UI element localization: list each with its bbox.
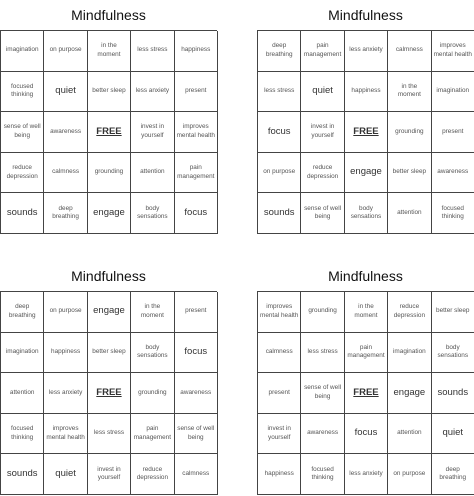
bingo-card-2 <box>257 0 474 234</box>
bingo-cell: improves mental health <box>432 31 474 72</box>
bingo-cell: reduce depression <box>131 454 174 495</box>
bingo-cell: imagination <box>388 333 431 374</box>
free-space-cell: FREE <box>345 112 388 153</box>
bingo-cell: focused thinking <box>301 454 344 495</box>
bingo-cell: calmness <box>44 153 87 194</box>
bingo-grid <box>0 30 217 234</box>
bingo-cell: present <box>175 292 218 333</box>
card-title: Mindfulness <box>71 268 146 284</box>
bingo-cell: in the moment <box>88 31 131 72</box>
bingo-cell: awareness <box>301 414 344 455</box>
bingo-cell: less stress <box>258 72 301 113</box>
bingo-cell: pain management <box>301 31 344 72</box>
card-title: Mindfulness <box>71 7 146 23</box>
bingo-cell: deep breathing <box>258 31 301 72</box>
bingo-cell: sounds <box>258 193 301 234</box>
bingo-cell: invest in yourself <box>88 454 131 495</box>
bingo-cell: quiet <box>44 454 87 495</box>
bingo-cell: body sensations <box>345 193 388 234</box>
bingo-cell: pain management <box>175 153 218 194</box>
bingo-cell: sense of well being <box>301 193 344 234</box>
bingo-cell: grounding <box>131 373 174 414</box>
bingo-cell: in the moment <box>345 292 388 333</box>
bingo-cell: awareness <box>175 373 218 414</box>
bingo-cell: quiet <box>44 72 87 113</box>
bingo-cell: imagination <box>1 333 44 374</box>
bingo-card-4 <box>257 261 474 495</box>
bingo-cell: attention <box>1 373 44 414</box>
bingo-cell: invest in yourself <box>301 112 344 153</box>
bingo-cell: attention <box>131 153 174 194</box>
bingo-cell: deep breathing <box>1 292 44 333</box>
bingo-cell: invest in yourself <box>258 414 301 455</box>
bingo-cell: body sensations <box>131 333 174 374</box>
bingo-cell: engage <box>88 193 131 234</box>
bingo-cell: engage <box>388 373 431 414</box>
bingo-cell: focused thinking <box>1 72 44 113</box>
bingo-cell: imagination <box>432 72 474 113</box>
bingo-cell: sense of well being <box>1 112 44 153</box>
bingo-cell: calmness <box>258 333 301 374</box>
bingo-cell: quiet <box>432 414 474 455</box>
bingo-cell: reduce depression <box>1 153 44 194</box>
bingo-cell: less anxiety <box>345 31 388 72</box>
bingo-cell: better sleep <box>388 153 431 194</box>
bingo-cell: improves mental health <box>44 414 87 455</box>
bingo-cell: better sleep <box>88 72 131 113</box>
bingo-cell: less stress <box>301 333 344 374</box>
bingo-cell: attention <box>388 414 431 455</box>
bingo-cell: present <box>175 72 218 113</box>
bingo-cell: happiness <box>258 454 301 495</box>
bingo-cell: engage <box>345 153 388 194</box>
bingo-cell: awareness <box>432 153 474 194</box>
bingo-cell: happiness <box>175 31 218 72</box>
bingo-cell: invest in yourself <box>131 112 174 153</box>
bingo-cell: improves mental health <box>258 292 301 333</box>
bingo-cell: happiness <box>44 333 87 374</box>
bingo-cell: reduce depression <box>388 292 431 333</box>
bingo-cell: present <box>258 373 301 414</box>
bingo-cell: focus <box>345 414 388 455</box>
bingo-cell: pain management <box>345 333 388 374</box>
bingo-cell: body sensations <box>432 333 474 374</box>
bingo-cell: on purpose <box>44 292 87 333</box>
bingo-cell: focused thinking <box>432 193 474 234</box>
bingo-grid <box>0 291 217 495</box>
bingo-cell: focused thinking <box>1 414 44 455</box>
bingo-cell: less stress <box>88 414 131 455</box>
card-title: Mindfulness <box>328 268 403 284</box>
bingo-cell: happiness <box>345 72 388 113</box>
bingo-cell: on purpose <box>258 153 301 194</box>
bingo-cell: reduce depression <box>301 153 344 194</box>
bingo-cell: calmness <box>388 31 431 72</box>
bingo-cell: focus <box>258 112 301 153</box>
bingo-cell: grounding <box>388 112 431 153</box>
free-space-cell: FREE <box>345 373 388 414</box>
bingo-card-1 <box>0 0 217 234</box>
card-title: Mindfulness <box>328 7 403 23</box>
bingo-cell: sense of well being <box>175 414 218 455</box>
bingo-cell: focus <box>175 333 218 374</box>
bingo-cell: less anxiety <box>345 454 388 495</box>
bingo-cell: pain management <box>131 414 174 455</box>
bingo-cell: better sleep <box>432 292 474 333</box>
bingo-cell: less anxiety <box>44 373 87 414</box>
bingo-cell: on purpose <box>44 31 87 72</box>
bingo-cell: less anxiety <box>131 72 174 113</box>
bingo-cell: grounding <box>301 292 344 333</box>
bingo-cell: quiet <box>301 72 344 113</box>
free-space-cell: FREE <box>88 112 131 153</box>
bingo-card-3 <box>0 261 217 495</box>
bingo-cell: sounds <box>432 373 474 414</box>
free-space-cell: FREE <box>88 373 131 414</box>
bingo-cell: attention <box>388 193 431 234</box>
bingo-cell: on purpose <box>388 454 431 495</box>
bingo-cell: improves mental health <box>175 112 218 153</box>
bingo-cell: present <box>432 112 474 153</box>
bingo-cell: body sensations <box>131 193 174 234</box>
bingo-cell: sounds <box>1 454 44 495</box>
bingo-cell: imagination <box>1 31 44 72</box>
bingo-cell: deep breathing <box>44 193 87 234</box>
bingo-grid <box>257 291 474 495</box>
bingo-cell: sense of well being <box>301 373 344 414</box>
bingo-cell: sounds <box>1 193 44 234</box>
bingo-cell: better sleep <box>88 333 131 374</box>
bingo-cell: awareness <box>44 112 87 153</box>
bingo-cell: in the moment <box>388 72 431 113</box>
bingo-cell: focus <box>175 193 218 234</box>
bingo-cell: engage <box>88 292 131 333</box>
bingo-grid <box>257 30 474 234</box>
bingo-cell: in the moment <box>131 292 174 333</box>
bingo-cell: grounding <box>88 153 131 194</box>
bingo-cell: less stress <box>131 31 174 72</box>
bingo-cell: calmness <box>175 454 218 495</box>
bingo-cell: deep breathing <box>432 454 474 495</box>
